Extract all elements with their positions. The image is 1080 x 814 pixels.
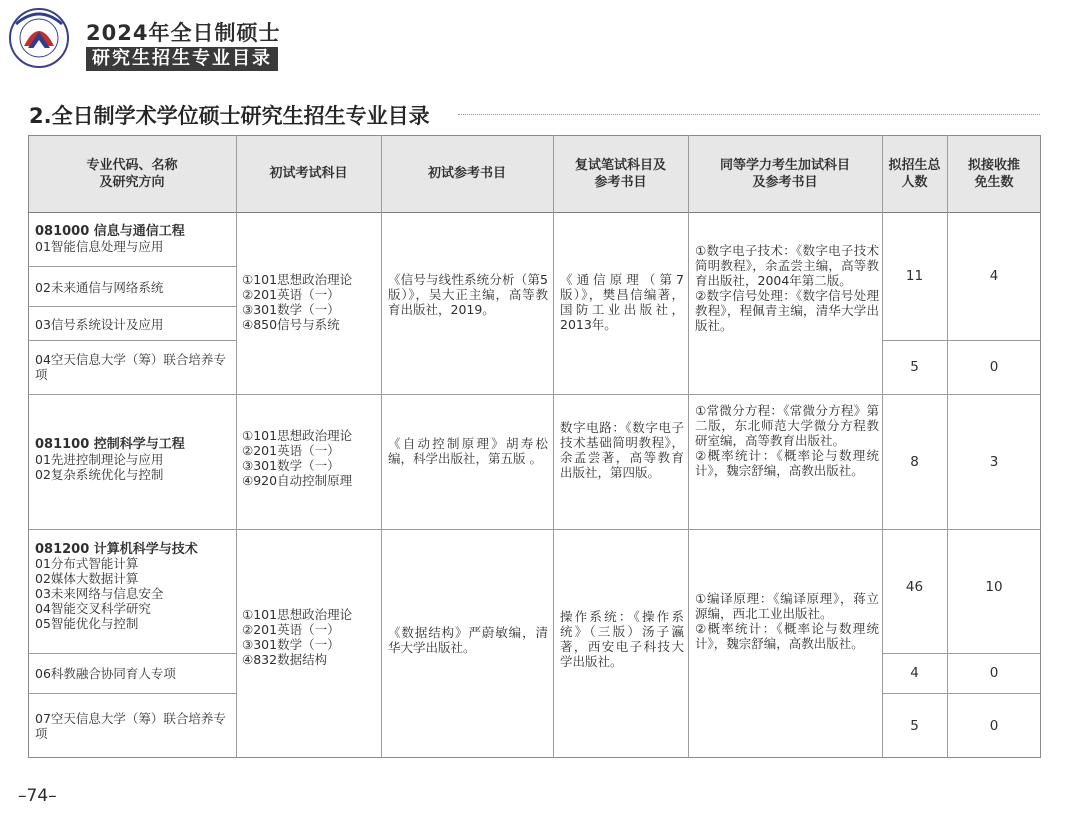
recommended-count: 10 — [985, 579, 1003, 595]
total-enrollment: 5 — [910, 717, 919, 734]
brochure-subtitle-band: 研究生招生专业目录 — [86, 47, 278, 71]
reference-books: 《数据结构》严蔚敏编，清华大学出版社。 — [388, 625, 548, 655]
university-logo — [2, 6, 76, 70]
header-exam-subjects: 初试考试科目 — [269, 166, 348, 181]
direction-03: 03信号系统设计及应用 — [35, 317, 164, 332]
exam-subjects: ①101思想政治理论 ②201英语（一） ③301数学（一） ④920自动控制原理 — [242, 428, 353, 488]
recommended-count: 4 — [989, 268, 999, 284]
direction-04: 04空天信息大学（筹）联合培养专项 — [35, 352, 226, 382]
reference-books: 《自动控制原理》胡寿松编，科学出版社，第五版 。 — [388, 436, 548, 466]
directions: 01分布式智能计算 02媒体大数据计算 03未来网络与信息安全 04智能交叉科学研究 05智能优化与控制 — [35, 556, 164, 631]
retest-subjects: 操作系统：《操作系统》（三版）汤子瀛著，西安电子科技大学出版社。 — [560, 609, 684, 669]
header-major: 专业代码、名称 及研究方向 — [86, 157, 178, 190]
header-retest: 复试笔试科目及 参考书目 — [574, 157, 666, 190]
recommended-count: 0 — [989, 359, 999, 375]
recommended-count: 0 — [989, 665, 999, 681]
recommended-count: 0 — [989, 717, 999, 734]
total-enrollment: 11 — [905, 268, 924, 284]
major-name-081000: 081000 信息与通信工程 — [35, 224, 185, 239]
total-enrollment: 8 — [910, 453, 919, 470]
reference-books: 《信号与线性系统分析（第5版）》，吴大正主编，高等教育出版社，2019。 — [388, 272, 548, 317]
exam-subjects: ①101思想政治理论 ②201英语（一） ③301数学（一） ④850信号与系统 — [242, 272, 353, 332]
total-enrollment: 4 — [910, 665, 919, 681]
direction-02: 02未来通信与网络系统 — [35, 280, 164, 295]
extra-exam-subjects: ①常微分方程：《常微分方程》第二版，东北师范大学微分方程教研室编，高等教育出版社。 ②概率统计：《概率论与数理统计》，魏宗舒编，高教出版社。 — [695, 403, 879, 478]
total-enrollment: 46 — [905, 579, 924, 595]
program-catalog-table — [28, 135, 1041, 758]
section-title: 2.全日制学术学位硕士研究生招生专业目录 — [29, 104, 430, 128]
header-total-enrollment: 拟招生总 人数 — [888, 157, 941, 190]
header-recommended: 拟接收推 免生数 — [967, 157, 1020, 190]
recommended-count: 3 — [989, 453, 999, 470]
exam-subjects: ①101思想政治理论 ②201英语（一） ③301数学（一） ④832数据结构 — [242, 607, 353, 667]
header-extra-exam: 同等学力考生加试科目 及参考书目 — [719, 157, 850, 190]
directions: 01先进控制理论与应用 02复杂系统优化与控制 — [35, 452, 164, 482]
retest-subjects: 数字电路：《数字电子技术基础简明教程》，余孟尝著，高等教育出版社，第四版。 — [560, 420, 684, 480]
total-enrollment: 5 — [910, 359, 919, 375]
direction-01: 01智能信息处理与应用 — [35, 239, 164, 254]
brochure-title: 2024年全日制硕士 — [86, 21, 281, 45]
direction-06: 06科教融合协同育人专项 — [35, 666, 176, 681]
direction-07: 07空天信息大学（筹）联合培养专项 — [35, 711, 226, 741]
extra-exam-subjects: ①数字电子技术：《数字电子技术简明教程》，余孟尝主编，高等教育出版社，2004年第二版。 ②数字信号处理：《数字信号处理教程》，程佩青主编，清华大学出版社。 — [695, 243, 879, 333]
retest-subjects: 《通信原理（第7版）》，樊昌信编著，国防工业出版社，2013年。 — [560, 272, 684, 332]
major-name-081200: 081200 计算机科学与技术 — [35, 542, 198, 557]
major-name-081100: 081100 控制科学与工程 — [35, 437, 185, 452]
header-reference-books: 初试参考书目 — [427, 166, 506, 181]
extra-exam-subjects: ①编译原理：《编译原理》，蒋立源编，西北工业出版社。 ②概率统计：《概率论与数理统计》，魏宗舒编，高教出版社。 — [695, 591, 879, 651]
section-dotted-rule — [458, 114, 1040, 115]
page-number: –74– — [18, 786, 57, 806]
